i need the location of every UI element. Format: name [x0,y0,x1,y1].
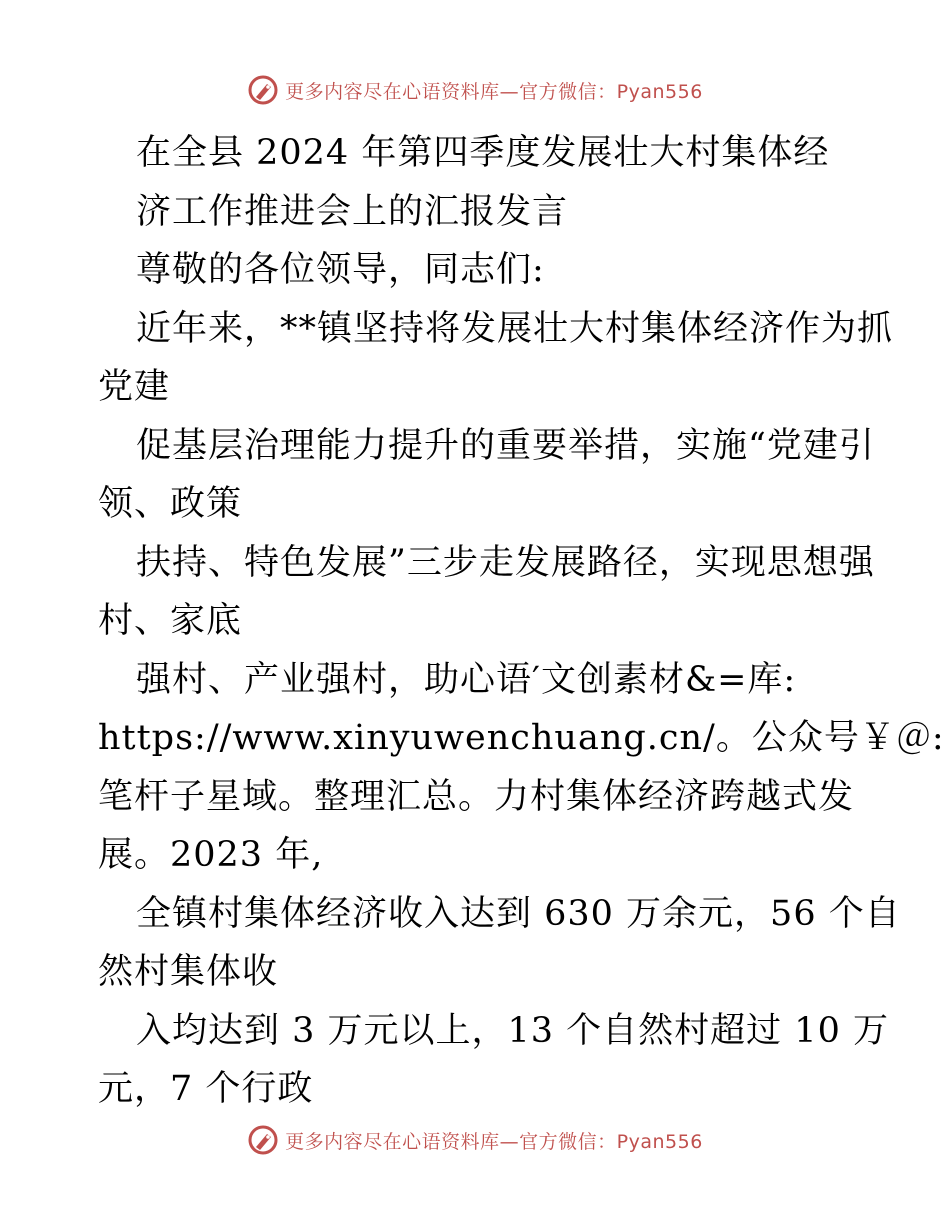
footer-banner-text: 更多内容尽在心语资料库—官方微信：Pyan556 [285,1130,703,1153]
paragraph-line: 强村、产业强村，助心语′文创素材&=库: [136,659,797,700]
paragraph-line: 扶持、特色发展”三步走发展路径，实现思想强 [136,542,875,583]
paragraph-line: 笔杆子星域。整理汇总。力村集体经济跨越式发 [98,776,855,817]
document-body [98,124,945,1119]
paragraph-line: 党建 [98,367,171,407]
pen-nib-logo-icon [247,74,279,106]
paragraph-line-url: https://www.xinyuwenchuang.cn/。公众号￥＠: [98,718,945,758]
pen-nib-logo-icon [247,1124,279,1156]
paragraph-line: 促基层治理能力提升的重要举措，实施“党建引 [136,425,875,466]
paragraph-line: 展。2023 年, [98,835,324,875]
paragraph-line: 元，7 个行政 [98,1069,314,1109]
footer-banner [0,1120,950,1160]
paragraph-line: 村、家底 [98,601,243,641]
header-banner [0,70,950,110]
paragraph-line: 入均达到 3 万元以上，13 个自然村超过 10 万 [136,1010,889,1051]
paragraph-line: 近年来，**镇坚持将发展壮大村集体经济作为抓 [136,308,894,349]
paragraph-line: 领、政策 [98,484,243,524]
document-title-line-1: 在全县 2024 年第四季度发展壮大村集体经 [136,133,830,173]
paragraph-line: 全镇村集体经济收入达到 630 万余元，56 个自 [136,893,901,934]
header-banner-text: 更多内容尽在心语资料库—官方微信：Pyan556 [285,80,703,103]
paragraph-line: 然村集体收 [98,952,279,992]
salutation: 尊敬的各位领导，同志们: [136,250,545,290]
document-title-line-2: 济工作推进会上的汇报发言 [136,191,569,232]
